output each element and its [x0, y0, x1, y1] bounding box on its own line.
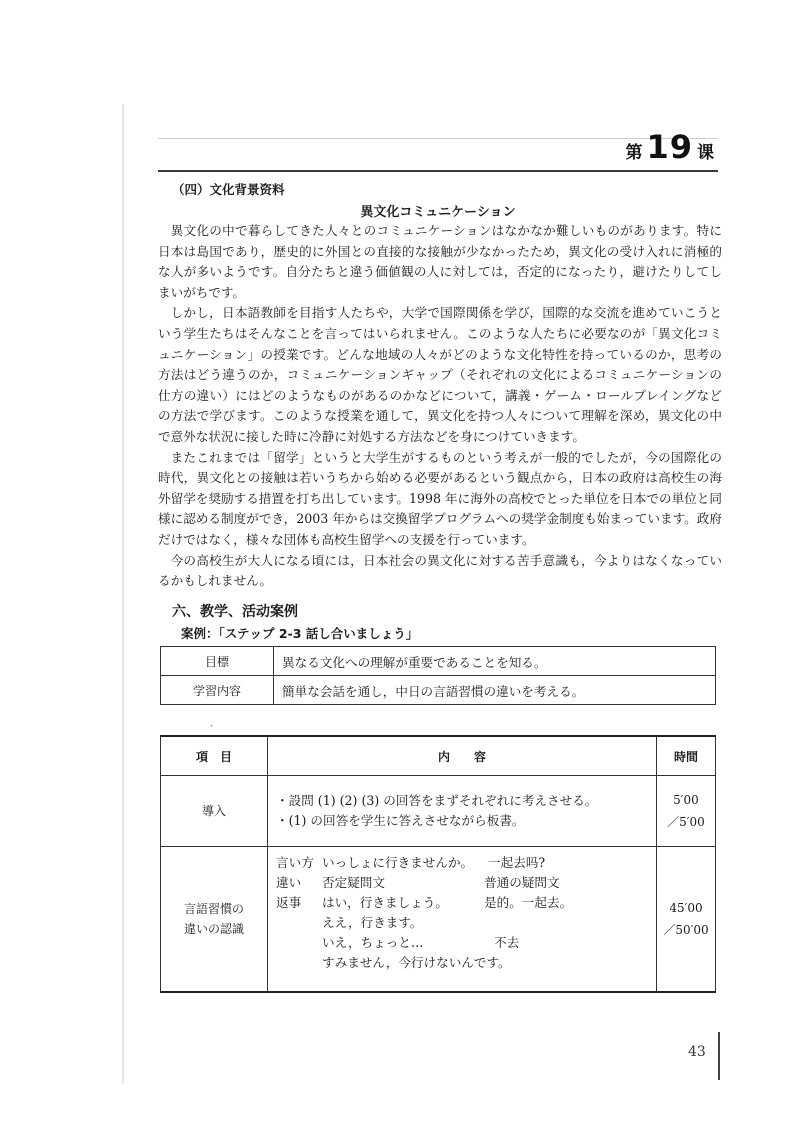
time-value: 5′00: [673, 793, 699, 807]
table-header-row: [161, 736, 716, 776]
label-line: 言語習慣の: [183, 902, 244, 916]
phrase-japanese: はい，行きましょう。: [322, 895, 448, 910]
goal-table: [160, 646, 716, 705]
row-value: 簡単な会話を通し，中日の言語習慣の違いを考える。: [274, 676, 716, 705]
table-row: [161, 847, 716, 993]
essay-body: [158, 221, 722, 592]
row-label: 目標: [161, 647, 274, 676]
header-bottom-rule: [158, 170, 718, 172]
lesson-plan-table: [160, 735, 716, 993]
dot-mark: ・: [207, 722, 217, 732]
table-row: [161, 676, 716, 705]
page-number: 43: [688, 1044, 706, 1060]
paragraph: またこれまでは「留学」というと大学生がするものという考えが一般的でしたが，今の国際化の時代，異文化との接触は若いうちから始める必要があるという観点から，日本の政府は高校生の海外留学を奨励する措置を打ち出しています。1998 年に海外の高校でとった単位を日本での単位と同様に認める制度ができ，2003 年からは交換留学プログラムへの奨学金制度も始まっています。政府だけではなく，様々な団体も高校生留学への支援を行っています。: [158, 449, 722, 547]
chapter-label: [625, 128, 714, 166]
phrase-line: [276, 933, 648, 953]
phrase-japanese: いっしょに行きませんか。: [322, 855, 474, 870]
content-line: ・(1) の回答を学生に答えさせながら板書。: [276, 813, 525, 828]
chapter-prefix: 第: [625, 143, 643, 163]
case-title: 案例：「ステップ 2-3 話し合いましょう」: [181, 626, 419, 641]
section-heading: 六、教学、活动案例: [172, 604, 298, 620]
row-content: [268, 847, 657, 993]
header-content: 内 容: [268, 736, 657, 776]
paragraph: しかし，日本語教師を目指す人たちや，大学で国際関係を学び，国際的な交流を進めていこうという学生たちはそんなことを言ってはいられません。このような人たちに必要なのが「異文化コミュニケーション」の授業です。どんな地域の人々がどのような文化特性を持っているのか，思考の方法はどう違うのか，コミュニケーションギャップ（それぞれの文化によるコミュニケーションの仕方の違い）にはどのようなものがあるのかなどについて，講義・ゲーム・ロールプレイングなどの方法で学びます。このような授業を通して，異文化を持つ人々について理解を深め，異文化の中で意外な状況に接した時に冷静に対処する方法などを身につけていきます。: [158, 305, 722, 444]
row-time: [657, 847, 716, 993]
essay-title: 異文化コミュニケーション: [360, 205, 516, 220]
row-label: 導入: [161, 776, 268, 847]
phrase-line: [276, 953, 648, 973]
phrase-japanese: 否定疑問文: [322, 875, 385, 890]
chapter-number: 19: [646, 128, 693, 166]
phrase-category: 返事: [276, 895, 302, 910]
row-value: 異なる文化への理解が重要であることを知る。: [274, 647, 716, 676]
phrase-category: 言い方: [276, 855, 314, 870]
page-edge-shadow: [122, 104, 124, 1084]
phrase-line: [276, 913, 648, 933]
row-label: [161, 847, 268, 993]
phrase-line: [276, 873, 648, 893]
table-row: [161, 647, 716, 676]
phrase-category: 違い: [276, 875, 302, 890]
time-value: 45′00: [669, 901, 703, 915]
row-time: [657, 776, 716, 847]
phrase-chinese: 一起去吗?: [488, 855, 546, 870]
content-line: ・設問 (1) (2) (3) の回答をまずそれぞれに考えさせる。: [276, 793, 598, 808]
phrase-chinese: 不去: [494, 935, 520, 950]
paragraph: 異文化の中で暮らしてきた人々とのコミュニケーションはなかなか難しいものがあります。特に日本は島国であり，歴史的に外国との直接的な接触が少なかったため，異文化の受け入れに消極的な人が多いようです。自分たちと違う価値観の人に対しては，否定的になったり，避けたりしてしまいがちです。: [158, 223, 722, 300]
phrase-line: [276, 893, 648, 913]
page-number-rule: [718, 1032, 720, 1080]
time-total: ／50′00: [663, 923, 709, 937]
chapter-suffix: 课: [697, 143, 714, 163]
table-row: [161, 776, 716, 847]
phrase-chinese: 是的。一起去。: [484, 895, 573, 910]
header-item: 項 目: [161, 736, 268, 776]
phrase-japanese: ええ，行きます。: [322, 915, 423, 930]
phrase-chinese: 普通の疑問文: [484, 875, 560, 890]
time-total: ／5′00: [667, 815, 705, 829]
label-line: 違いの認識: [183, 922, 244, 936]
section-heading: （四）文化背景资料: [172, 182, 285, 197]
header-time: 時間: [657, 736, 716, 776]
paragraph: 今の高校生が大人になる頃には，日本社会の異文化に対する苦手意識も，今よりはなくなっているかもしれません。: [158, 552, 722, 589]
phrase-japanese: すみません，今行けないんです。: [322, 955, 511, 970]
row-content: [268, 776, 657, 847]
row-label: 学習内容: [161, 676, 274, 705]
phrase-line: [276, 853, 648, 873]
phrase-japanese: いえ，ちょっと…: [322, 935, 424, 950]
